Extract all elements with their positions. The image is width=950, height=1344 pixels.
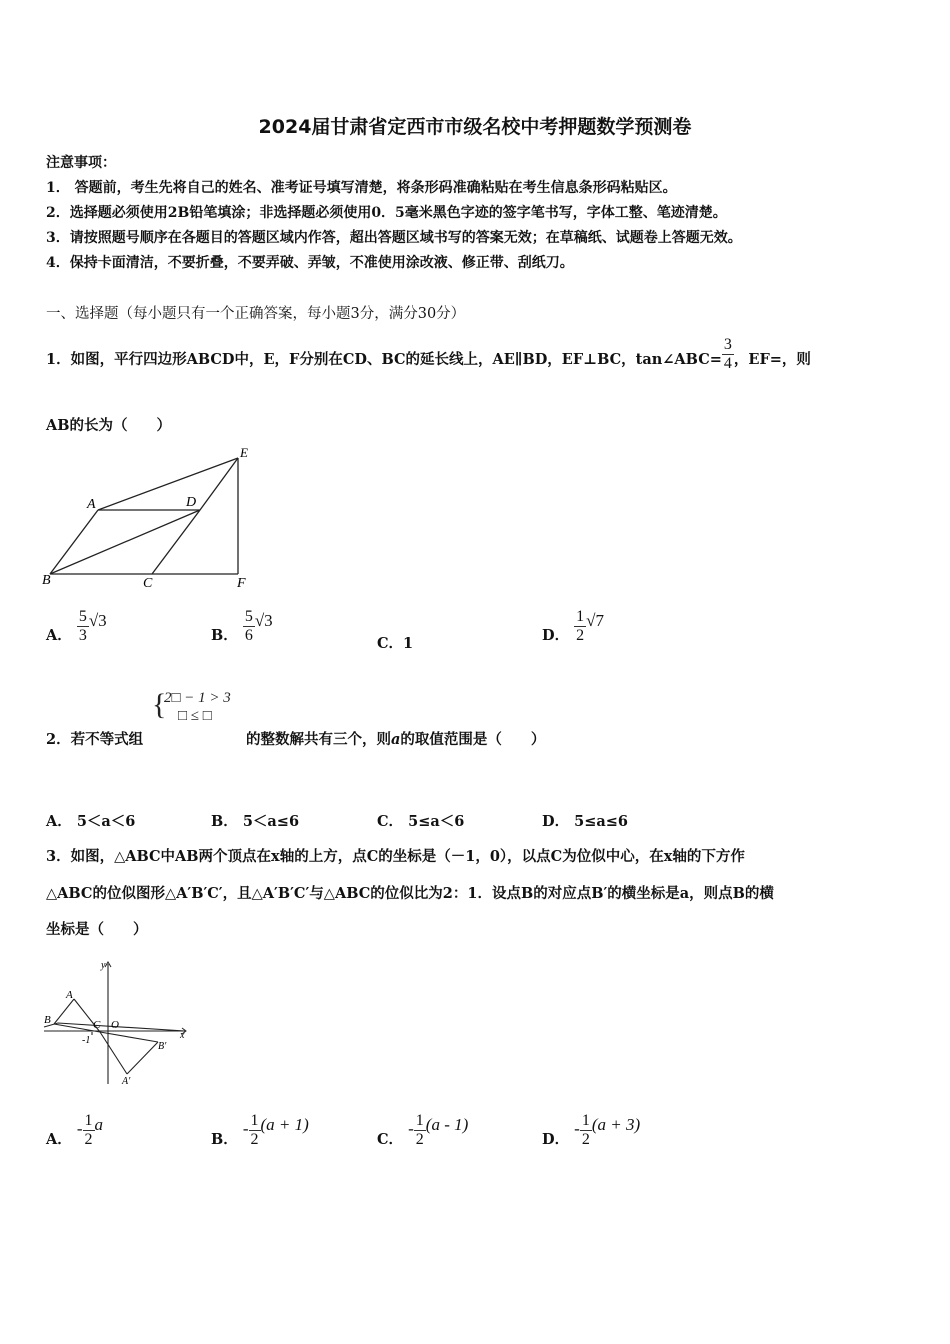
q3-opt-a-expr: a: [94, 1115, 103, 1135]
q1-label-a: A: [87, 497, 96, 512]
q3-opt-d-sign: -: [574, 1119, 580, 1139]
q2-inequality-2: □ ≤ □: [178, 708, 212, 724]
q1-option-b-fraction: [243, 608, 255, 644]
q1-option-c[interactable]: [377, 632, 413, 653]
q1-option-b[interactable]: [211, 608, 273, 644]
q2-prefix: 2．若不等式组: [46, 731, 144, 748]
q3-opt-b-den: 2: [250, 1130, 259, 1148]
q3-option-d-label: D．: [542, 1131, 570, 1149]
q1-frac-numerator: 3: [723, 336, 732, 353]
q3-label-c: C: [93, 1019, 101, 1031]
q1-opt-b-num: 5: [244, 608, 253, 625]
q3-opt-d-den: 2: [581, 1130, 590, 1148]
q2-option-c[interactable]: [377, 810, 464, 831]
q2-suffix-b: 的取值范围是（ ）: [400, 731, 546, 748]
q2-inequality-1: 2□ − 1 > 3: [164, 690, 231, 706]
q3-opt-c-sign: -: [408, 1119, 414, 1139]
q1-option-d-label: D．: [542, 627, 570, 645]
q3-option-c-fraction: [414, 1112, 426, 1148]
q2-variable-a: a: [391, 731, 401, 748]
q2-option-a-label: A．: [46, 813, 72, 830]
q3-option-d-fraction: [580, 1112, 592, 1148]
question-1-line2: AB的长为（ ）: [46, 417, 172, 434]
q1-option-a[interactable]: [46, 608, 107, 644]
q1-label-d: D: [186, 495, 197, 510]
q2-option-a-value: 5＜a＜6: [76, 813, 136, 830]
q1-opt-b-radical: √3: [254, 611, 273, 631]
q3-line-1: 3．如图，△ABC中AB两个顶点在x轴的上方，点C的坐标是（－1，0），以点C为位似中心，在x轴的下方作: [46, 848, 745, 865]
q3-label-b: B: [44, 1014, 51, 1026]
q1-opt-b-den: 6: [244, 626, 253, 644]
q1-option-c-label: C．: [377, 635, 404, 652]
q3-opt-c-num: 1: [415, 1112, 424, 1129]
q2-option-c-value: 5≤a＜6: [408, 813, 465, 830]
q2-option-d[interactable]: [542, 810, 628, 831]
q3-opt-c-expr: (a - 1): [425, 1115, 469, 1135]
q3-line-2: △ABC的位似图形△A′B′C′，且△A′B′C′与△ABC的位似比为2：1．设点B的对应点B′的横坐标是a，则点B的横: [46, 885, 774, 902]
q3-label-o: O: [111, 1019, 119, 1031]
q1-text-a: 1．如图，平行四边形ABCD中，E，F分别在CD、BC的延长线上，AE∥BD，EF⊥BC，tan∠ABC=: [46, 351, 722, 369]
q1-option-a-label: A．: [46, 627, 72, 645]
q3-option-a-label: A．: [46, 1131, 72, 1149]
q1-opt-d-radical: √7: [586, 611, 604, 631]
q2-suffix-a: 的整数解共有三个，则: [246, 731, 391, 748]
q1-parallelogram-figure: [40, 442, 260, 592]
q3-opt-a-num: 1: [84, 1112, 93, 1129]
q2-option-d-label: D．: [542, 813, 570, 830]
q2-option-c-label: C．: [377, 813, 404, 830]
notice-item-2: 2．选择题必须使用2B铅笔填涂；非选择题必须使用0．5毫米黑色字迹的签字笔书写，字体工整、笔迹清楚。: [46, 205, 727, 221]
q3-label-a: A: [66, 989, 73, 1001]
q1-label-c: C: [143, 576, 153, 591]
notice-item-1: 1． 答题前，考生先将自己的姓名、准考证号填写清楚，将条形码准确粘贴在考生信息条形码粘贴区。: [46, 180, 677, 196]
q3-coordinate-figure: [40, 956, 190, 1088]
q3-option-b-label: B．: [211, 1131, 238, 1149]
q1-text-b: ，EF=，则: [733, 351, 811, 369]
q2-option-b[interactable]: [211, 810, 299, 831]
q1-opt-d-num: 1: [576, 608, 585, 625]
notice-heading: 注意事项：: [46, 155, 116, 171]
q1-label-b: B: [42, 573, 51, 588]
q3-opt-d-expr: (a + 3): [591, 1115, 641, 1135]
q2-option-b-label: B．: [211, 813, 238, 830]
q3-label-x: x: [180, 1030, 185, 1041]
q1-opt-d-den: 2: [576, 626, 585, 644]
q1-option-d[interactable]: [542, 608, 604, 644]
q3-opt-b-expr: (a + 1): [260, 1115, 309, 1135]
q3-option-c-label: C．: [377, 1131, 404, 1149]
question-1-text: [46, 336, 811, 378]
q1-opt-a-num: 5: [78, 608, 87, 625]
q3-option-b-fraction: [249, 1112, 261, 1148]
q3-line-3: 坐标是（ ）: [46, 921, 148, 938]
q2-option-d-value: 5≤a≤6: [574, 813, 629, 830]
page-title: 2024届甘肃省定西市市级名校中考押题数学预测卷: [258, 116, 692, 138]
q3-opt-b-num: 1: [250, 1112, 259, 1129]
q3-option-a-fraction: [83, 1112, 95, 1148]
q2-option-b-value: 5＜a≤6: [242, 813, 300, 830]
section-heading: 一、选择题（每小题只有一个正确答案，每小题3分，满分30分）: [46, 306, 466, 322]
q3-opt-b-sign: -: [242, 1119, 249, 1139]
notice-item-3: 3．请按照题号顺序在各题目的答题区域内作答，超出答题区域书写的答案无效；在草稿纸、试题卷上答题无效。: [46, 230, 742, 246]
q1-tan-fraction: [722, 336, 734, 372]
q1-label-e: E: [240, 445, 248, 460]
q1-option-d-fraction: [574, 608, 586, 644]
q1-opt-a-den: 3: [78, 626, 87, 644]
q1-opt-a-radical: √3: [88, 611, 107, 631]
q2-option-a[interactable]: [46, 810, 135, 831]
q1-option-a-fraction: [77, 608, 89, 644]
q3-opt-a-den: 2: [84, 1130, 93, 1148]
q3-opt-d-num: 1: [581, 1112, 590, 1129]
q3-option-a[interactable]: [46, 1112, 103, 1148]
q3-option-b[interactable]: [211, 1112, 309, 1148]
q3-label-y: y: [101, 960, 106, 971]
q3-label-a-prime: A′: [122, 1076, 131, 1087]
notice-item-4: 4．保持卡面清洁，不要折叠，不要弄破、弄皱，不准使用涂改液、修正带、刮纸刀。: [46, 255, 574, 271]
q3-opt-c-den: 2: [415, 1130, 424, 1148]
q2-suffix: [246, 728, 545, 749]
q1-option-c-value: 1: [403, 635, 414, 652]
q1-option-b-label: B．: [211, 627, 238, 645]
q1-label-f: F: [237, 576, 246, 591]
q3-option-c[interactable]: [377, 1112, 468, 1148]
q3-opt-a-sign: -: [76, 1119, 83, 1139]
q3-label-b-prime: B′: [158, 1041, 167, 1052]
q3-option-d[interactable]: [542, 1112, 640, 1148]
q1-frac-denominator: 4: [723, 354, 732, 372]
left-brace-icon: {: [152, 688, 167, 721]
q3-label-minus-one: -1: [82, 1035, 91, 1046]
